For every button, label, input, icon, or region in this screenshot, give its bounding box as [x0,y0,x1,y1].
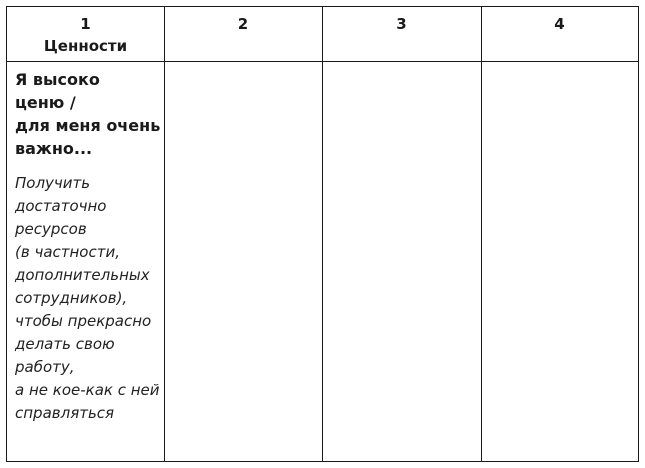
values-lead-text: Я высоко ценю / для меня очень важно... [15,70,161,158]
header-label: Ценности [43,37,128,55]
header-number: 1 [80,15,91,33]
column-divider [481,7,482,461]
column-divider [322,7,323,461]
header-cell-1 [7,7,164,61]
header-number: 2 [237,15,249,33]
header-number: 4 [554,15,565,33]
header-number: 3 [396,15,407,33]
header-divider [7,61,638,62]
header-cell-4 [481,7,638,61]
values-cell [15,68,163,425]
values-example-text: Получить достаточно ресурсов (в частности, дополнительных сотрудников), чтобы прекрасно делать свою работу, а не кое-как с ней справляться [15,174,160,422]
header-cell-2 [164,7,322,61]
values-table [6,6,639,462]
header-cell-3 [322,7,481,61]
column-divider [164,7,165,461]
